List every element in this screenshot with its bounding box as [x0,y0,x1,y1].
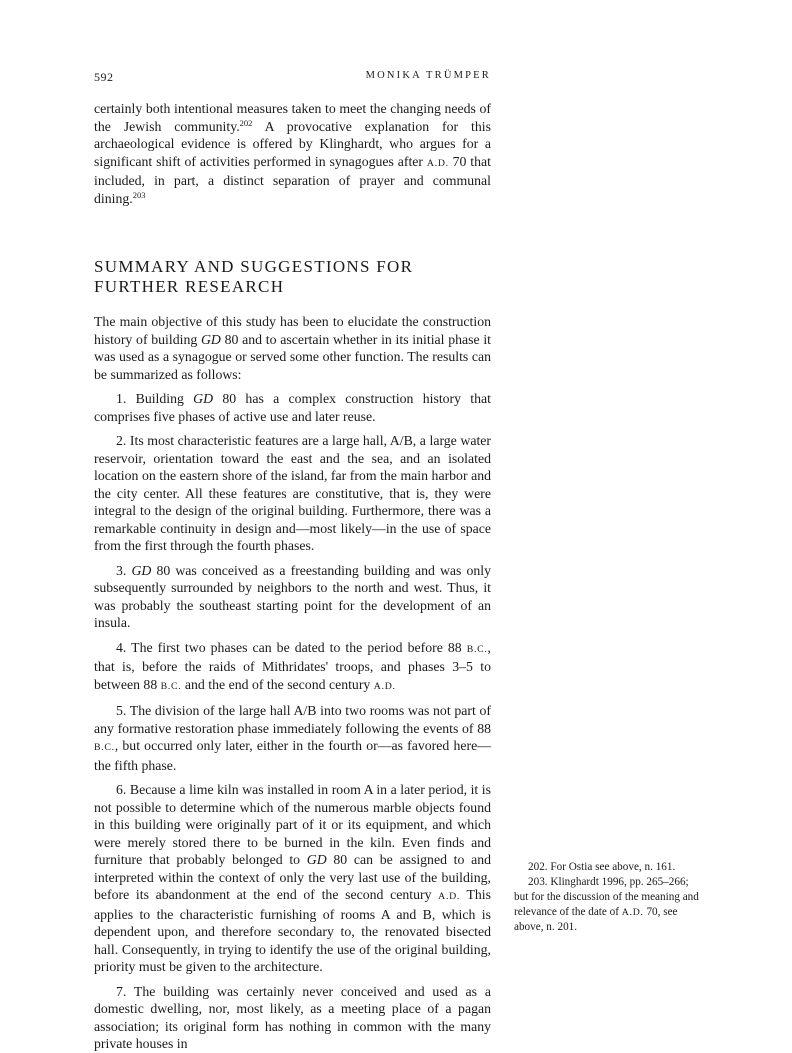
summary-point-6 [94,781,491,976]
text-run: and the end of the second century [181,676,374,692]
italic-term: GD [193,391,214,406]
text-run: 5. The division of the large hall A/B into two rooms was not part of any formative restoration phase immediately following the events of 88 [94,703,491,736]
italic-term: GD [306,852,327,867]
italic-term: GD [131,562,152,578]
heading-line-1: SUMMARY AND SUGGESTIONS FOR [94,257,414,276]
intro-paragraph [94,100,491,207]
text-run: A provocative explanation for this archaeological evidence is offered by Klinghardt, who argues for a significant shift of activities performed in synagogues after [94,118,491,169]
summary-point-7: 7. The building was certainly never conceived and used as a domestic dwelling, nor, most likely, as a meeting place of a pagan association; its original form has nothing in common with the many private houses in [94,983,491,1051]
text-run: 3. [116,562,132,578]
summary-point-2: 2. Its most characteristic features are a large hall, A/B, a large water reservoir, orientation toward the east and the sea, and an isolated location on the eastern shore of the island, far from the main harbor and the city center. All these features are constitutive, that is, they were integral to the design of the original building. Furthermore, there was a remarkable continuity in design and—most likely—in the use of space from the first through the fourth phases. [94,433,491,553]
text-run: 6. Because a lime kiln was installed in room A in a later period, it is not possible to determine which of the numerous marble objects found in this building were originally part of it or its equipment, and which were merely stored there to be burned in the kiln. Even finds and furniture that probably belonged to [94,782,491,867]
italic-term: GD [200,331,221,347]
footnote-203 [514,875,700,935]
text-run: certainly both intentional measures taken to meet the changing needs of the Jewish community. [94,101,491,134]
summary-point-5 [94,702,491,774]
page-number: 592 [94,70,114,84]
text-run: The main objective of this study has been to elucidate the construction history of building [94,314,491,347]
running-head: MONIKA TRÜMPER [365,70,491,81]
text-run: 203. Klinghardt 1996, pp. 265–266; but for the discussion of the meaning and relevance of the date of [514,876,699,918]
text-run: 70 that included, in part, a distinct separation of prayer and communal dining. [94,153,491,206]
footnote-202: 202. For Ostia see above, n. 161. [528,861,676,873]
small-caps-era: B.C. [160,680,182,692]
text-run: 80 and to ascertain whether in its initial phase it was used as a synagogue or served some other function. The results can be summarized as follows: [94,331,491,382]
summary-intro-paragraph [94,313,491,383]
small-caps-era: A.D. [621,907,644,918]
small-caps-era: A.D. [373,680,396,692]
text-run: 80 was conceived as a freestanding building and was only subsequently surrounded by neighbors to the north and west. Thus, it was probably the southeast starting point for the development of an insula. [94,562,492,630]
text-run: 80 has a complex construction history that comprises five phases of active use and later reuse. [94,391,491,424]
section-heading [94,257,424,297]
heading-line-2: FURTHER RESEARCH [94,277,285,296]
footnote-ref-202[interactable]: 202 [239,117,253,128]
summary-point-4 [94,639,491,696]
text-run: 70, see above, n. 201. [514,906,678,933]
small-caps-era: B.C. [466,643,488,655]
summary-point-1 [94,390,491,425]
text-run: This applies to the characteristic furnishing of rooms A and B, which is dependent upon, and therefore secondary to, the renovated bisected hall. Consequently, in trying to identify the use of the original building, priority must be given to the architecture. [94,887,491,974]
text-run: 4. The first two phases can be dated to the period before 88 [116,639,467,655]
main-text-column [94,100,491,1053]
text-run: , but occurred only later, either in the fourth or—as favored here—the fifth phase. [94,738,491,773]
small-caps-era: B.C. [94,742,115,753]
summary-point-3 [94,562,491,632]
text-run: 80 can be assigned to and interpreted within the context of only the very last use of the building, before its abandonment at the end of the second century [94,852,492,902]
small-caps-era: A.D. [426,157,449,169]
footnote-ref-203[interactable]: 203 [132,189,146,200]
small-caps-era: A.D. [438,891,461,902]
text-run: , that is, before the raids of Mithridates' troops, and phases 3–5 to between 88 [94,639,491,692]
text-run: 1. Building [116,391,194,406]
footnotes [514,860,700,935]
